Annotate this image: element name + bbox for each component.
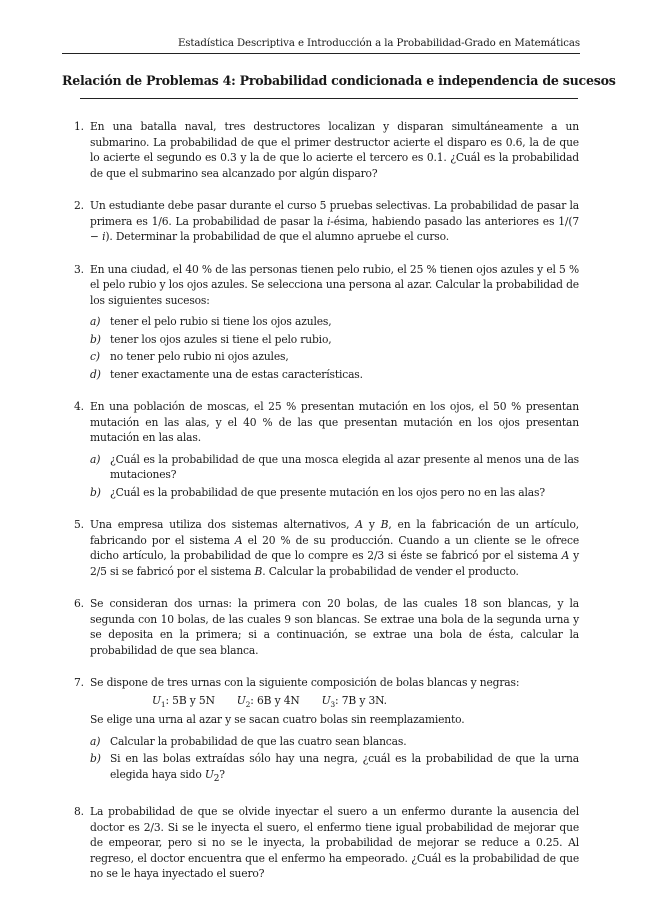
problem-text <box>90 517 579 579</box>
sub-item-text: tener exactamente una de estas características. <box>110 367 363 381</box>
sub-item-text: tener el pelo rubio si tiene los ojos azules, <box>110 315 332 328</box>
problem-6 <box>74 596 579 658</box>
problem-8 <box>74 804 579 882</box>
sub-item <box>90 452 579 483</box>
math-variable: A <box>561 549 570 562</box>
urn-2 <box>237 693 300 713</box>
document-title: Relación de Problemas 4: Probabilidad condicionada e independencia de sucesos <box>62 73 616 88</box>
text-segment: Una empresa utiliza dos sistemas alternativos, <box>90 518 356 531</box>
urn-content: : 5B y 5N <box>165 693 215 707</box>
sub-item-text: ¿Cuál es la probabilidad de que presente mutación en los ojos pero no en las alas? <box>110 485 545 499</box>
problem-3 <box>74 262 579 383</box>
math-variable: U <box>204 767 214 781</box>
math-variable: B <box>380 518 389 531</box>
sub-item <box>90 332 579 348</box>
text-segment: -ésima, habiendo pasado las anteriores es 1/(7 − <box>90 214 579 243</box>
sub-item-letter: a) <box>90 734 101 748</box>
sub-item-letter: a) <box>90 315 101 328</box>
sub-item-letter: a) <box>90 452 101 466</box>
problem-5 <box>74 517 579 579</box>
text-segment: Un estudiante debe pasar durante el curso 5 pruebas selectivas. La probabilidad de pasar la primera es 1/6. La probabilidad de pasar la <box>90 199 579 228</box>
sub-item-text: Calcular la probabilidad de que las cuatro sean blancas. <box>110 734 407 748</box>
problem-text: En una batalla naval, tres destructores localizan y disparan simultáneamente a un submarino. La probabilidad de que el primer destructor acierte el disparo es 0.6, la de que lo acierte el segundo es 0.3 y la de que lo acierte el tercero es 0.1. ¿Cuál es la probabilidad de que el submarino sea alcanzado por algún disparo? <box>90 120 579 180</box>
problem-number: 3. <box>74 262 84 276</box>
urn-content: : 6B y 4N <box>250 693 300 707</box>
problem-4 <box>74 399 579 500</box>
urn-subscript: 2 <box>213 773 220 784</box>
text-segment: ). Determinar la probabilidad de que el alumno apruebe el curso. <box>105 230 449 243</box>
sub-item <box>90 734 579 750</box>
sub-item-letter: b) <box>90 752 101 766</box>
urn-3 <box>322 693 387 713</box>
problem-1 <box>74 119 579 181</box>
text-segment: y 2/5 si se fabricó por el sistema <box>90 549 579 578</box>
urn-label: U <box>321 693 331 707</box>
problem-text: Se dispone de tres urnas con la siguiente composición de bolas blancas y negras: <box>90 676 520 689</box>
urn-composition <box>152 693 579 713</box>
sub-item-tail: ? <box>219 767 225 781</box>
problem-number: 6. <box>74 597 84 610</box>
sub-item-letter: b) <box>90 332 101 346</box>
text-segment: y <box>362 518 381 531</box>
math-variable: i <box>326 214 331 228</box>
sub-item-letter: b) <box>90 485 101 499</box>
problem-number: 4. <box>74 400 84 413</box>
sub-item-text: tener los ojos azules si tiene el pelo rubio, <box>110 332 332 346</box>
problem-text: En una población de moscas, el 25 % presentan mutación en los ojos, el 50 % presentan mutación en las alas, y el 40 % de las que presentan mutación en los ojos presentan mutación en las alas. <box>90 400 579 444</box>
problem-number: 5. <box>74 518 84 531</box>
problem-number: 2. <box>74 199 84 212</box>
math-variable: A <box>234 533 243 547</box>
sub-list <box>90 734 579 788</box>
problem-7 <box>74 675 579 787</box>
problem-text <box>90 198 579 245</box>
text-segment: . Calcular la probabilidad de vender el producto. <box>262 564 519 578</box>
math-variable: B <box>254 564 263 578</box>
urn-subscript: 3 <box>330 699 336 709</box>
running-header: Estadística Descriptiva e Introducción a la Probabilidad-Grado en Matemáticas <box>177 38 580 49</box>
urn-subscript: 1 <box>160 699 166 709</box>
sub-item <box>90 367 579 383</box>
problem-2 <box>74 198 579 245</box>
sub-item <box>90 314 579 330</box>
urn-label: U <box>152 693 161 707</box>
problem-number: 8. <box>74 805 84 819</box>
problem-text: La probabilidad de que se olvide inyectar el suero a un enfermo durante la ausencia del doctor es 2/3. Si se le inyecta el suero, el enfermo tiene igual probabilidad de mejorar que de empeorar, pero si no se le inyecta, la probabilidad de mejorar se reduce a 0.25. Al regreso, el doctor encuentra que el enfermo ha empeorado. ¿Cuál es la probabilidad de que no se le haya inyectado el suero? <box>90 805 579 881</box>
header-rule <box>62 53 580 54</box>
text-segment: el 20 % de su producción. Cuando a un cliente se le ofrece dicho artículo, la probabilidad de que lo compre es 2/3 si éste se fabricó por el sistema <box>90 533 579 562</box>
problem-number: 7. <box>74 676 84 689</box>
problem-number: 1. <box>74 120 84 133</box>
sub-item-letter: d) <box>90 367 101 381</box>
sub-item <box>90 485 579 501</box>
title-rule <box>80 98 578 99</box>
sub-item <box>90 349 579 365</box>
urn-label: U <box>236 693 246 707</box>
sub-list <box>90 314 579 382</box>
problem-text-continued: Se elige una urna al azar y se sacan cuatro bolas sin reemplazamiento. <box>90 713 465 727</box>
urn-content: : 7B y 3N. <box>335 693 387 707</box>
sub-list <box>90 452 579 501</box>
sub-item-text: Si en las bolas extraídas sólo hay una negra, ¿cuál es la probabilidad de que la urna elegida haya sido <box>110 752 579 781</box>
problem-text: En una ciudad, el 40 % de las personas tienen pelo rubio, el 25 % tienen ojos azules y el 5 % el pelo rubio y los ojos azules. Se selecciona una persona al azar. Calcular la probabilidad de los siguientes sucesos: <box>90 262 579 307</box>
sub-item <box>90 751 579 787</box>
problem-list <box>74 119 579 899</box>
math-variable: A <box>355 518 363 531</box>
text-segment: , en la fabricación de un artículo, fabricando por el sistema <box>90 518 579 547</box>
problem-text: Se consideran dos urnas: la primera con 20 bolas, de las cuales 18 son blancas, y la segunda con 10 bolas, de las cuales 9 son blancas. Se extrae una bola de la segunda urna y se deposita en la primera; si a continuación, se extrae una bola de ésta, calcular la probabilidad de que sea blanca. <box>90 597 579 657</box>
sub-item-text: no tener pelo rubio ni ojos azules, <box>110 350 289 363</box>
math-variable: i <box>102 230 106 243</box>
urn-subscript: 2 <box>245 699 251 709</box>
urn-1 <box>152 693 215 713</box>
sub-item-text: ¿Cuál es la probabilidad de que una mosca elegida al azar presente al menos una de las mutaciones? <box>110 452 579 481</box>
sub-item-letter: c) <box>90 350 100 363</box>
